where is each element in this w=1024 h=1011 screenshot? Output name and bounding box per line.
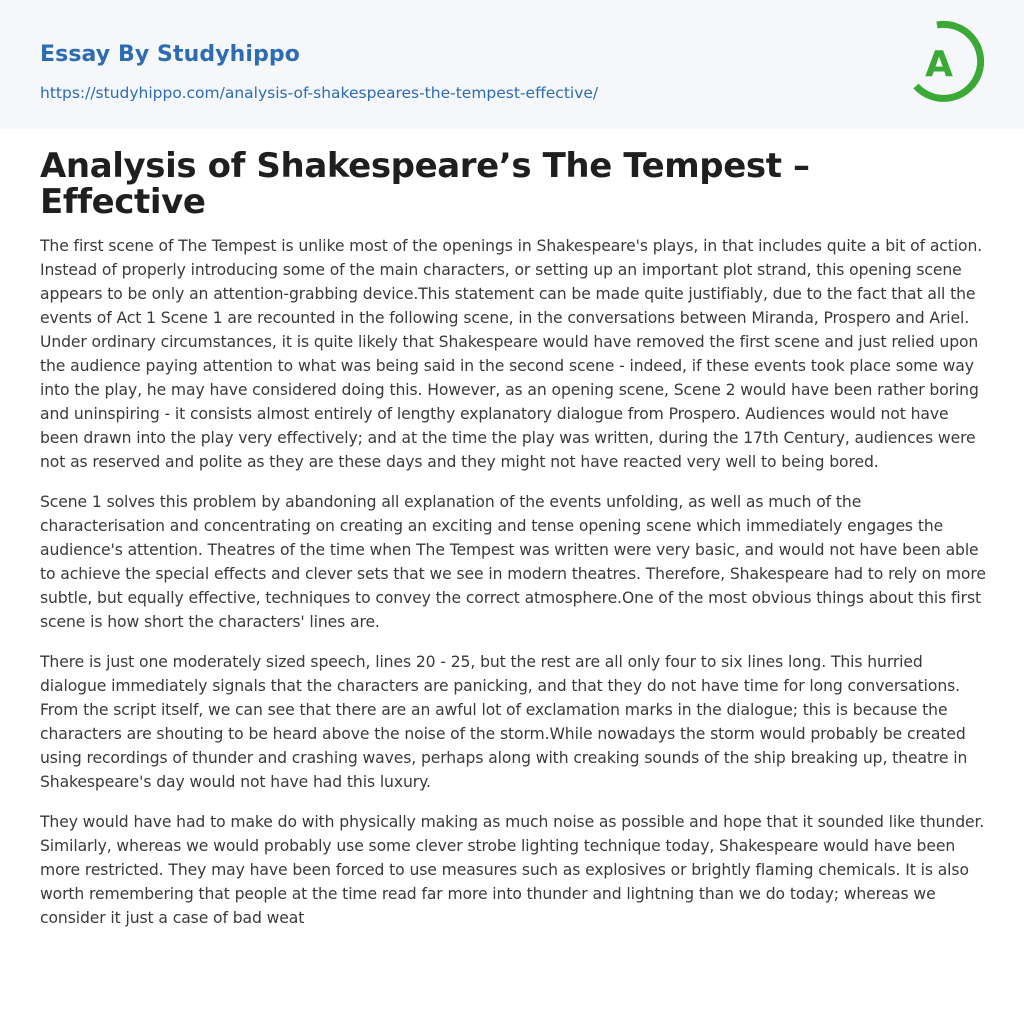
essay-paragraph: There is just one moderately sized speech, lines 20 - 25, but the rest are all only four to six lines long. This hurried dialogue immediately signals that the characters are panicking, and that they do not have time for long conversations. From the script itself, we can see that there are an awful lot of exclamation marks in the dialogue; this is because the characters are shouting to be heard above the noise of the storm.While nowadays the storm would probably be created using recordings of thunder and crashing waves, perhaps along with creaking sounds of the ship breaking up, theatre in Shakespeare's day would not have had this luxury. — [40, 653, 968, 791]
essay-paragraph: They would have had to make do with physically making as much noise as possible and hope that it sounded like thunder. Similarly, whereas we would probably use some clever strobe lighting technique today, Shakespeare would have been more restricted. They may have been forced to use measures such as explosives or brightly flaming chemicals. It is also worth remembering that people at the time read far more into thunder and lightning than we do today; whereas we consider it just a case of bad weat — [40, 813, 985, 927]
site-header — [0, 0, 1024, 129]
logo-letter: A — [925, 44, 953, 85]
brand-title[interactable]: Essay By Studyhippo — [40, 42, 300, 67]
essay-content — [40, 148, 986, 946]
essay-paragraph: The first scene of The Tempest is unlike most of the openings in Shakespeare's plays, in that includes quite a bit of action. Instead of properly introducing some of the main characters, or setting up an important plot strand, this opening scene appears to be only an attention-grabbing device.This statement can be made quite justifiably, due to the fact that all the events of Act 1 Scene 1 are recounted in the following scene, in the conversations between Miranda, Prospero and Ariel. Under ordinary circumstances, it is quite likely that Shakespeare would have removed the first scene and just relied upon the audience paying attention to what was being said in the second scene - indeed, if these events took place some way into the play, he may have considered doing this. However, as an opening scene, Scene 2 would have been rather boring and uninspiring - it consists almost entirely of lengthy explanatory dialogue from Prospero. Audiences would not have been drawn into the play very effectively; and at the time the play was written, during the 17th Century, audiences were not as reserved and polite as they are these days and they might not have reacted very well to being bored. — [40, 237, 983, 471]
source-url-link[interactable]: https://studyhippo.com/analysis-of-shakespeares-the-tempest-effective/ — [40, 84, 599, 102]
studyhippo-logo-icon[interactable] — [910, 19, 988, 105]
essay-paragraph: Scene 1 solves this problem by abandoning all explanation of the events unfolding, as well as much of the characterisation and concentrating on creating an exciting and tense opening scene which immediately engages the audience's attention. Theatres of the time when The Tempest was written were very basic, and would not have been able to achieve the special effects and clever sets that we see in modern theatres. Therefore, Shakespeare had to rely on more subtle, but equally effective, techniques to convey the correct atmosphere.One of the most obvious things about this first scene is how short the characters' lines are. — [40, 493, 986, 631]
page-title: Analysis of Shakespeare’s The Tempest – Effective — [40, 146, 810, 222]
